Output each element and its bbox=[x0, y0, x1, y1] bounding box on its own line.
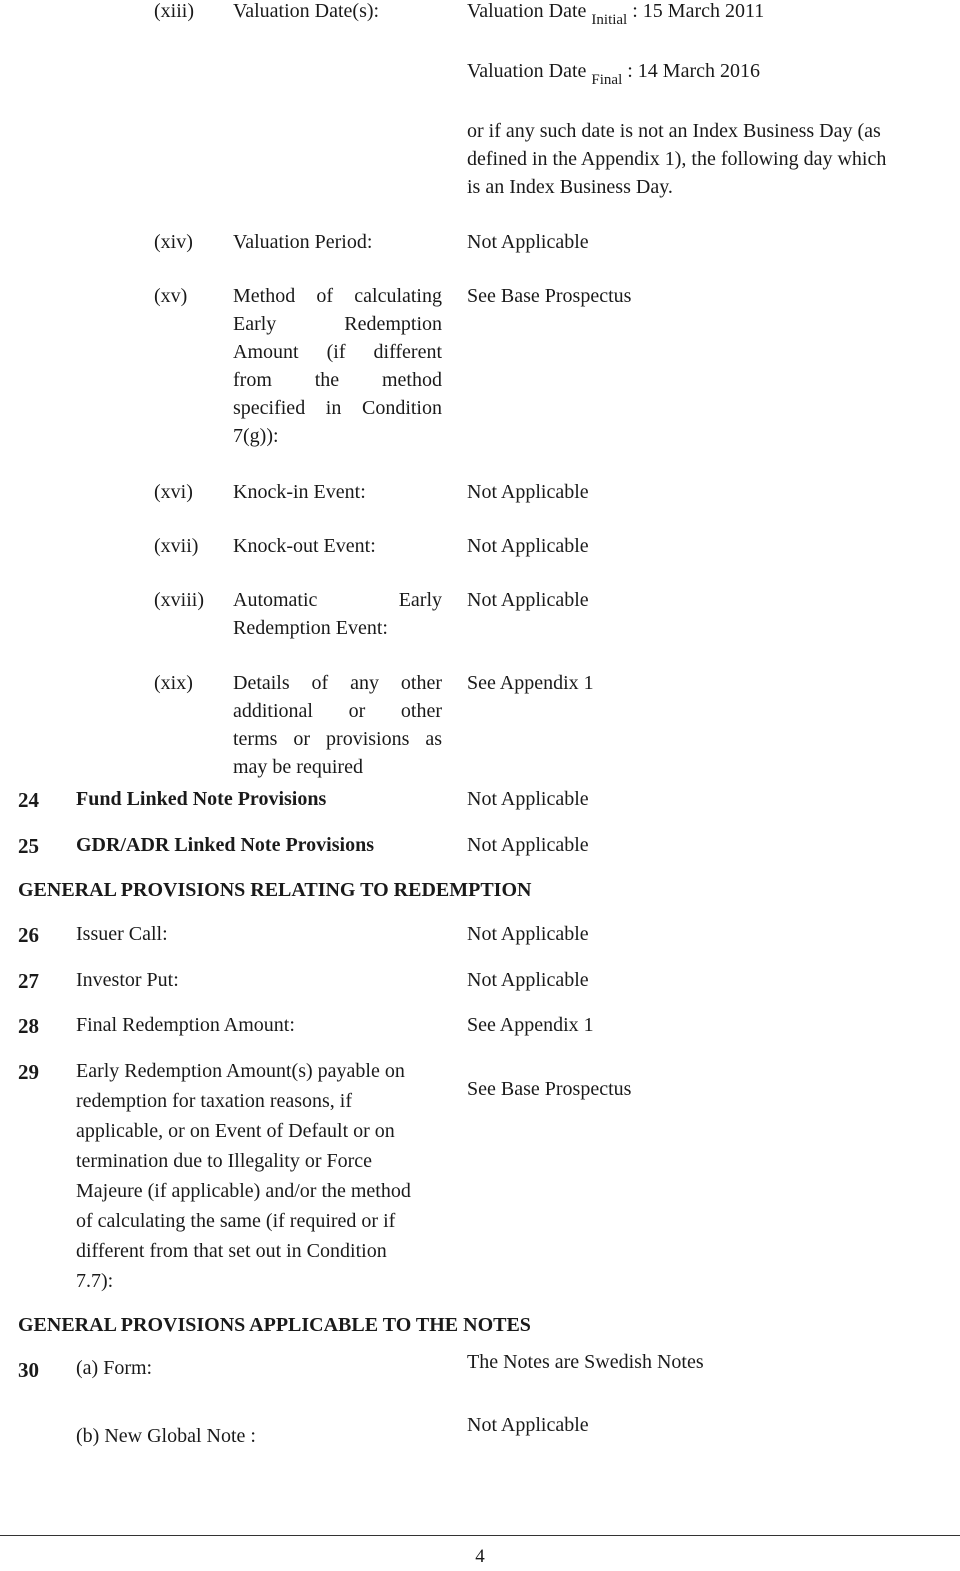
fund-linked-value: Not Applicable bbox=[467, 788, 589, 810]
knock-out-value: Not Applicable bbox=[467, 535, 589, 557]
automatic-early-redemption-label: Automatic Early Redemption Event: bbox=[233, 589, 442, 639]
item-number-24: 24 bbox=[18, 788, 39, 812]
roman-xvi: (xvi) bbox=[154, 481, 193, 503]
valuation-period-value: Not Applicable bbox=[467, 231, 589, 253]
new-global-note-label: (b) New Global Note : bbox=[76, 1425, 256, 1447]
gdr-adr-value: Not Applicable bbox=[467, 834, 589, 856]
roman-xiii: (xiii) bbox=[154, 0, 194, 22]
valuation-note-line-3: is an Index Business Day. bbox=[467, 176, 673, 198]
new-global-note-value: Not Applicable bbox=[467, 1414, 589, 1436]
section-heading-redemption: GENERAL PROVISIONS RELATING TO REDEMPTION bbox=[18, 879, 532, 901]
knock-out-label: Knock-out Event: bbox=[233, 535, 376, 557]
item-number-27: 27 bbox=[18, 969, 39, 993]
valuation-period-label: Valuation Period: bbox=[233, 231, 373, 253]
early-redemption-method-label: Method of calculating Early Redemption Amount (if different from the method specified in Condition 7(g)): bbox=[233, 285, 442, 447]
page-number: 4 bbox=[475, 1546, 485, 1567]
early-redemption-amount-label: Early Redemption Amount(s) payable on redemption for taxation reasons, if applicable, or on Event of Default or on termination due to Illegality or Force Majeure (if applicable) and/or the method of calculating the same (if required or if different from that set out in Condition 7.7): bbox=[76, 1060, 411, 1292]
roman-xv: (xv) bbox=[154, 285, 188, 307]
valuation-date-initial: Valuation Date $_{Initial}$ : 15 March 2011 bbox=[467, 0, 765, 28]
item-number-26: 26 bbox=[18, 923, 39, 947]
valuation-dates-label: Valuation Date(s): bbox=[233, 0, 380, 22]
roman-xix: (xix) bbox=[154, 672, 193, 694]
issuer-call-label: Issuer Call: bbox=[76, 923, 168, 945]
early-redemption-amount-value: See Base Prospectus bbox=[467, 1078, 632, 1100]
form-label: (a) Form: bbox=[76, 1357, 153, 1379]
gdr-adr-label: GDR/ADR Linked Note Provisions bbox=[76, 834, 374, 856]
investor-put-value: Not Applicable bbox=[467, 969, 589, 991]
early-redemption-method-value: See Base Prospectus bbox=[467, 285, 632, 307]
item-number-29: 29 bbox=[18, 1060, 39, 1084]
automatic-early-redemption-value: Not Applicable bbox=[467, 589, 589, 611]
knock-in-label: Knock-in Event: bbox=[233, 481, 366, 503]
roman-xvii: (xvii) bbox=[154, 535, 199, 557]
footer-divider bbox=[0, 1535, 960, 1536]
valuation-date-final: Valuation Date $_{Final}$ : 14 March 2016 bbox=[467, 60, 761, 88]
issuer-call-value: Not Applicable bbox=[467, 923, 589, 945]
section-heading-notes: GENERAL PROVISIONS APPLICABLE TO THE NOTES bbox=[18, 1314, 531, 1336]
valuation-note-line-1: or if any such date is not an Index Business Day (as bbox=[467, 120, 881, 142]
item-number-28: 28 bbox=[18, 1014, 39, 1038]
investor-put-label: Investor Put: bbox=[76, 969, 179, 991]
item-number-30: 30 bbox=[18, 1358, 39, 1382]
roman-xviii: (xviii) bbox=[154, 589, 204, 611]
valuation-note-line-2: defined in the Appendix 1), the following day which bbox=[467, 148, 887, 170]
other-terms-value: See Appendix 1 bbox=[467, 672, 594, 694]
knock-in-value: Not Applicable bbox=[467, 481, 589, 503]
fund-linked-label: Fund Linked Note Provisions bbox=[76, 788, 327, 810]
final-redemption-value: See Appendix 1 bbox=[467, 1014, 594, 1036]
roman-xiv: (xiv) bbox=[154, 231, 193, 253]
final-redemption-label: Final Redemption Amount: bbox=[76, 1014, 295, 1036]
item-number-25: 25 bbox=[18, 834, 39, 858]
form-value: The Notes are Swedish Notes bbox=[467, 1351, 704, 1373]
other-terms-label: Details of any other additional or other terms or provisions as may be required bbox=[233, 672, 442, 778]
